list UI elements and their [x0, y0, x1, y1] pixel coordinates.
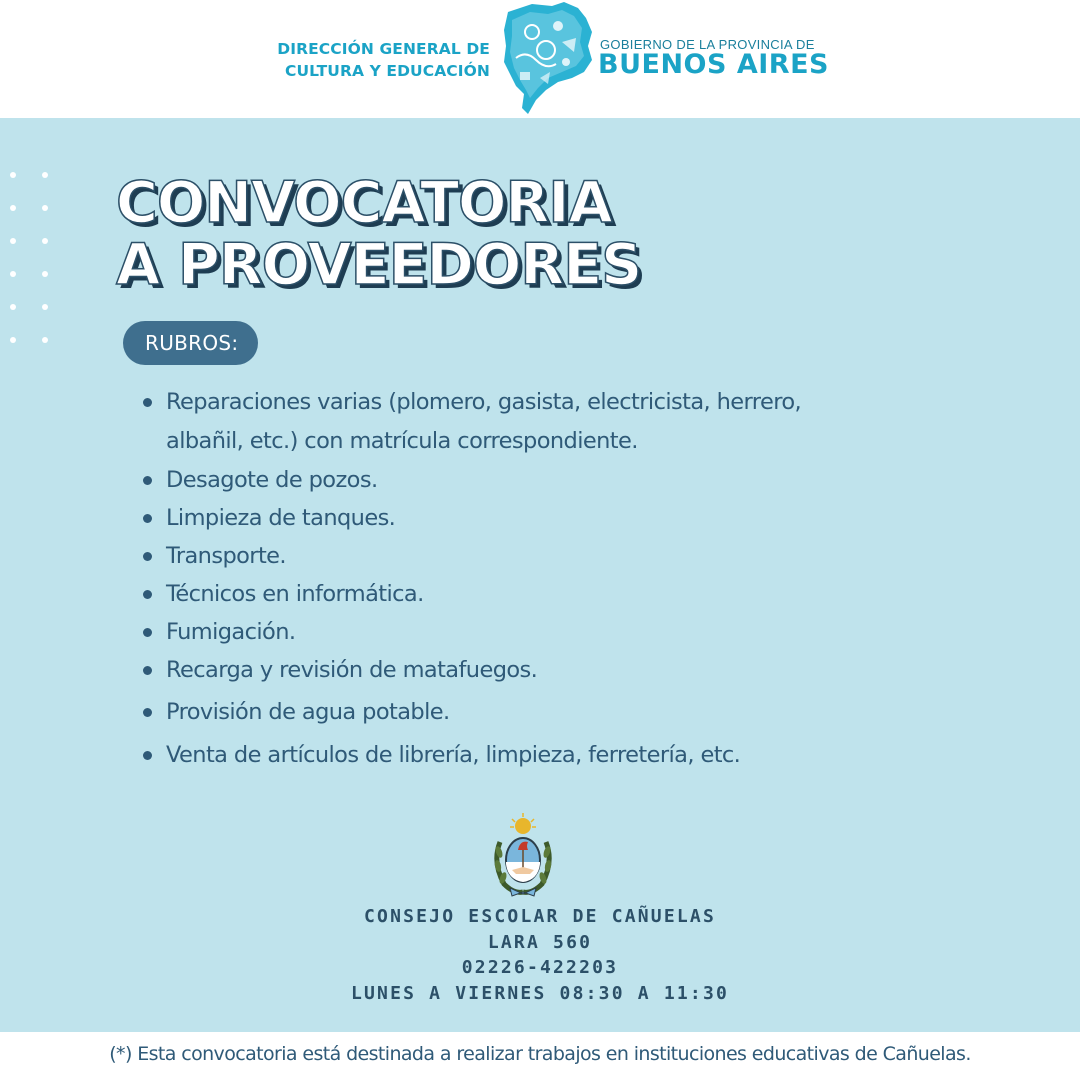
contact-address: LARA 560: [487, 931, 593, 953]
list-item: Limpieza de tanques.: [142, 499, 862, 537]
page-title: [116, 172, 641, 296]
list-item: Transporte.: [142, 537, 862, 575]
government-title: BUENOS AIRES: [598, 49, 829, 80]
list-item: Reparaciones varias (plomero, gasista, electricista, herrero, albañil, etc.) con matrícula correspondiente.: [142, 383, 862, 461]
contact-organization: CONSEJO ESCOLAR DE CAÑUELAS: [364, 906, 716, 927]
category-list: [142, 383, 862, 774]
government-subtitle: GOBIERNO DE LA PROVINCIA DE: [600, 37, 815, 52]
department-line-2: CULTURA Y EDUCACIÓN: [285, 62, 490, 80]
category-badge: RUBROS:: [123, 321, 258, 365]
list-item: Fumigación.: [142, 613, 862, 651]
list-item: Técnicos en informática.: [142, 575, 862, 613]
header: [0, 0, 1080, 118]
contact-info: [0, 904, 1080, 1006]
list-item: Venta de artículos de librería, limpieza, ferretería, etc.: [142, 736, 862, 774]
title-line-2: A PROVEEDORES: [116, 232, 642, 298]
contact-hours: LUNES A VIERNES 08:30 A 11:30: [350, 982, 730, 1004]
department-name: [258, 38, 490, 82]
list-item: Provisión de agua potable.: [142, 693, 862, 731]
contact-phone: 02226-422203: [461, 957, 619, 978]
title-line-1: CONVOCATORIA: [116, 170, 612, 236]
department-line-1: DIRECCIÓN GENERAL DE: [277, 40, 490, 58]
coat-of-arms-icon: [490, 812, 556, 898]
list-item: Recarga y revisión de matafuegos.: [142, 651, 862, 689]
buenos-aires-province-map-logo-icon: [502, 2, 594, 116]
list-item: Desagote de pozos.: [142, 461, 862, 499]
footnote: (*) Esta convocatoria está destinada a realizar trabajos en instituciones educativas de Cañuelas.: [109, 1043, 971, 1065]
